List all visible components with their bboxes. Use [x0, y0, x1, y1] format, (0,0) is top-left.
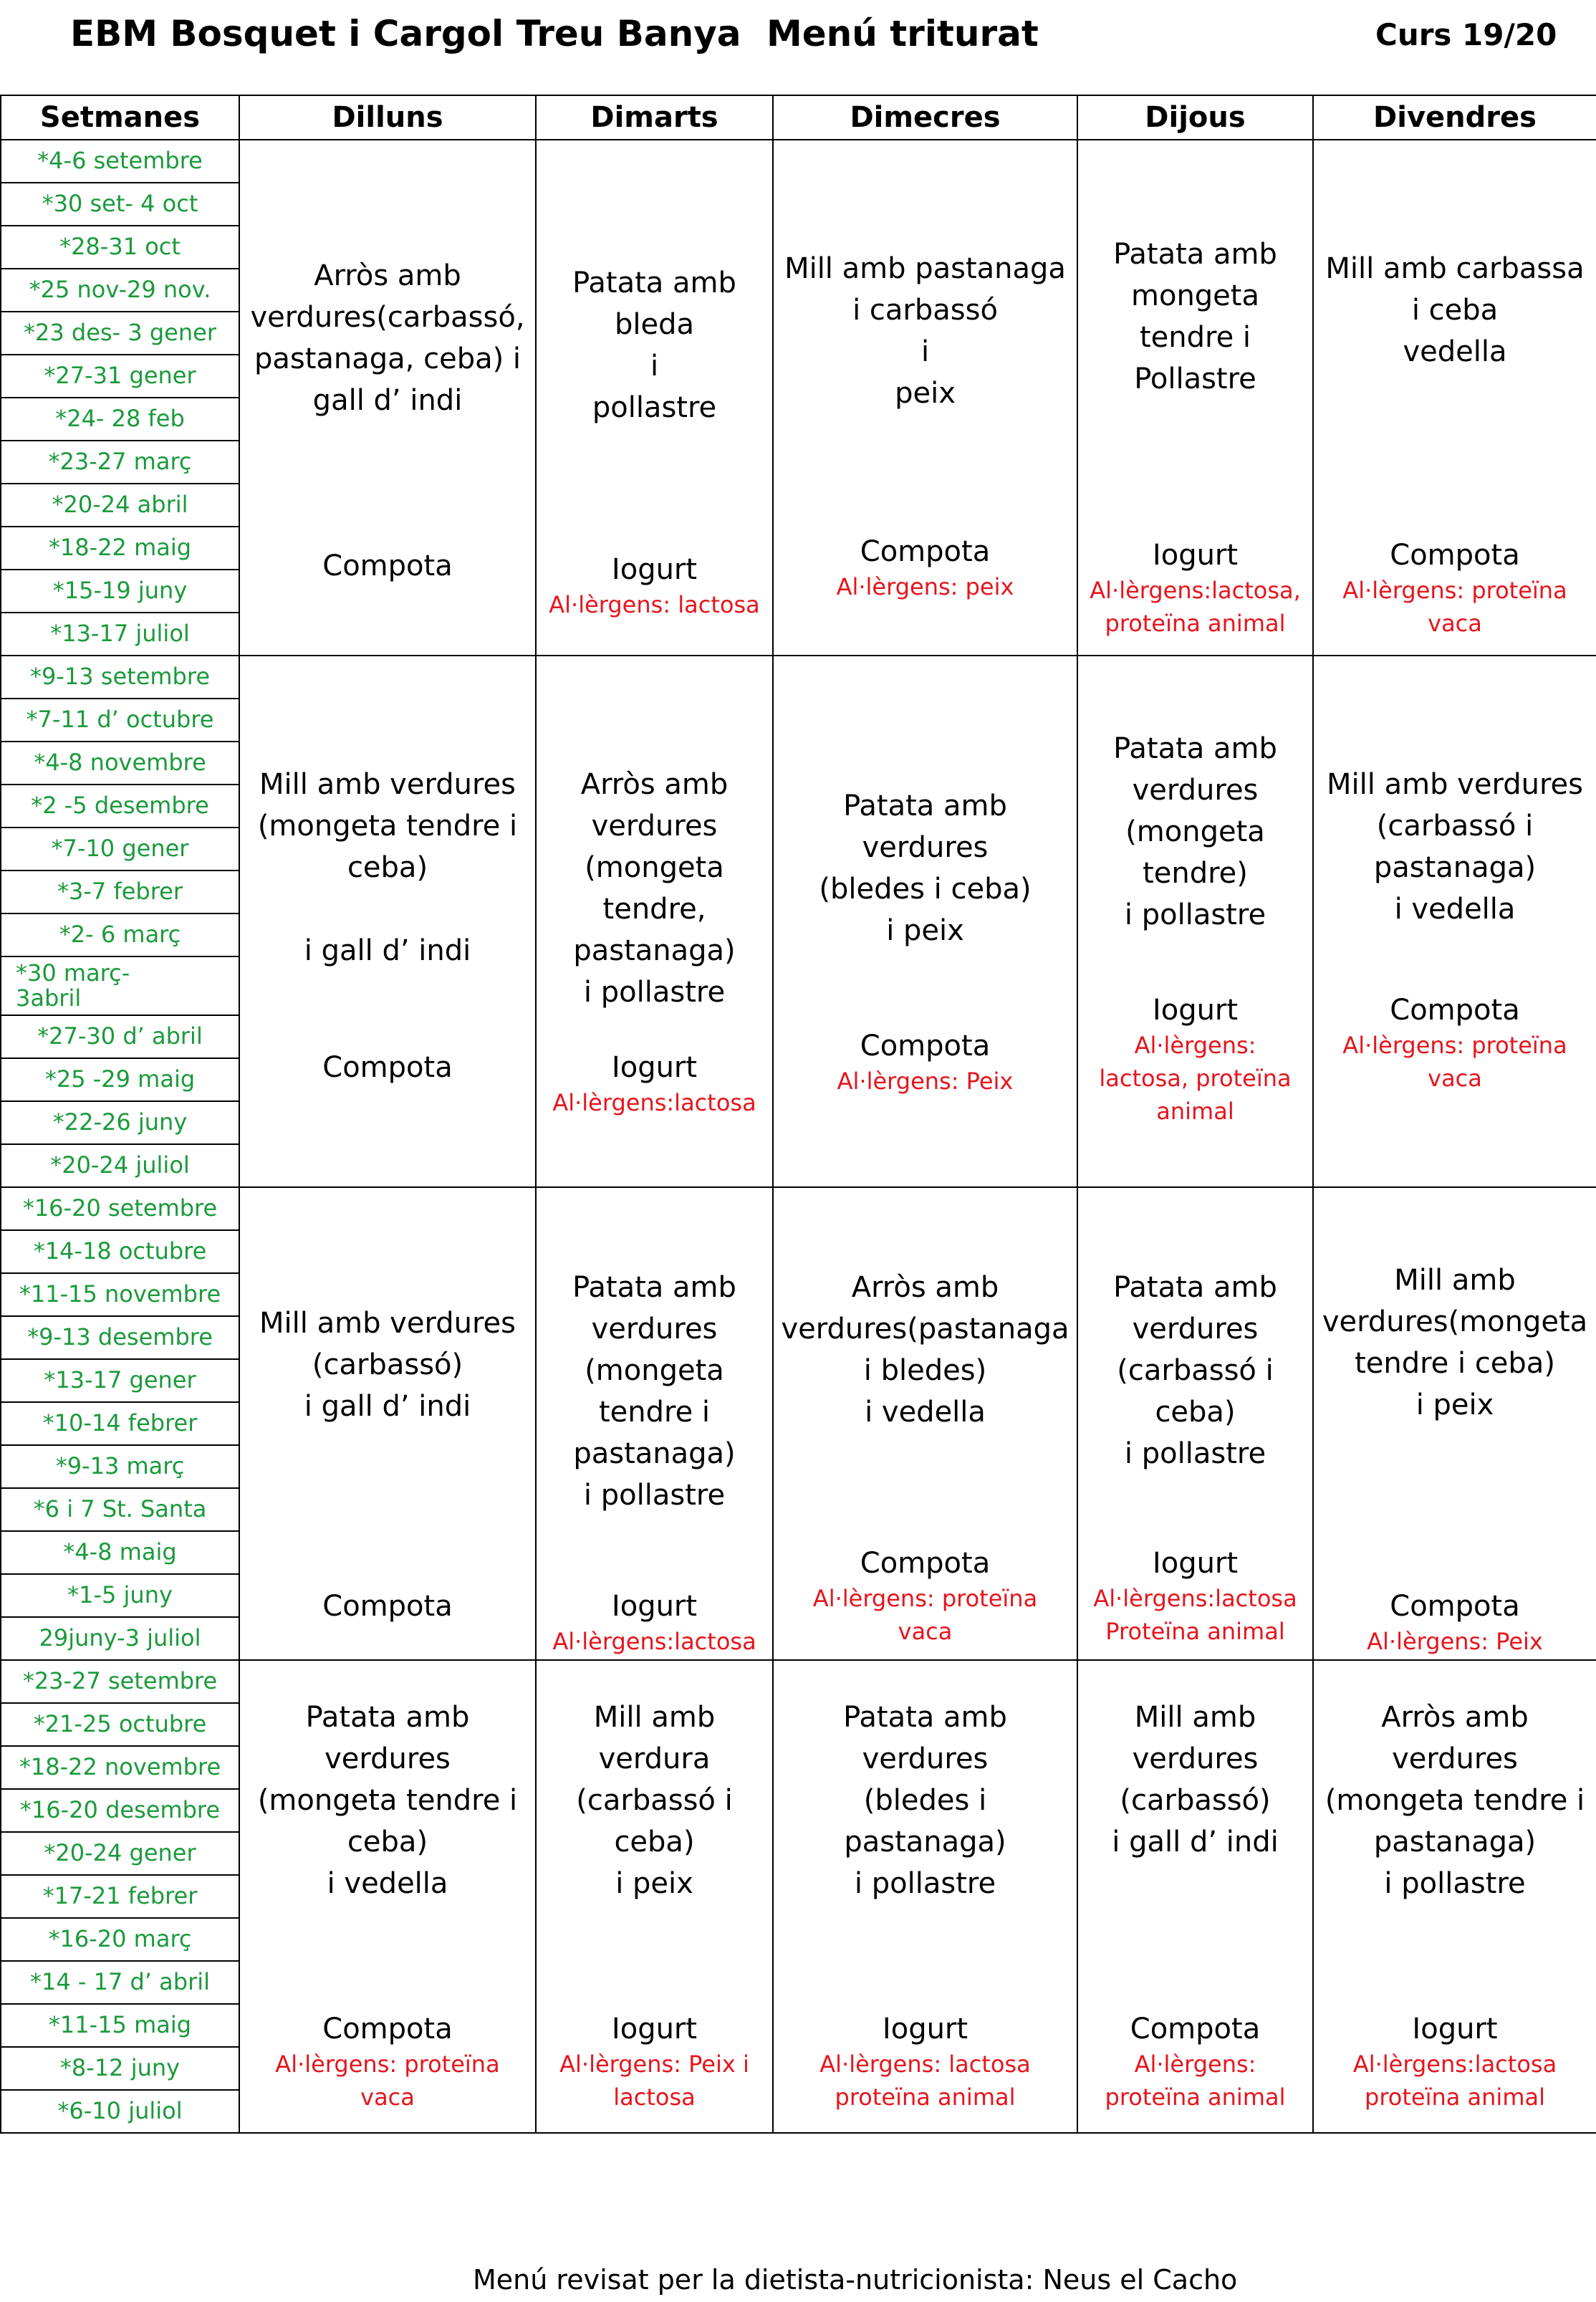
week-label: *18-22 novembre: [1, 1746, 239, 1789]
dish-text: Patata amb verdures (mongeta tendre i pastanaga) i pollastre: [572, 1271, 736, 1512]
dish-text: Patata amb verdures (bledes i ceba) i peix: [819, 790, 1032, 947]
allergen-text: Al·lèrgens: peix: [836, 573, 1014, 600]
week-row: [1, 140, 1596, 183]
menu-cell-thursday: [1077, 1187, 1313, 1660]
allergen-text: Al·lèrgens: proteïna vaca: [812, 1585, 1038, 1645]
menu-cell-thursday: [1077, 656, 1313, 1187]
col-wednesday: Dimecres: [773, 95, 1077, 140]
dish-text: Mill amb verdura (carbassó i ceba) i peix: [576, 1701, 733, 1900]
menu-cell-monday: [239, 1187, 536, 1660]
dessert-text: Compota: [1130, 2013, 1261, 2046]
week-label: *3-7 febrer: [1, 871, 239, 913]
week-row: [1, 656, 1596, 699]
col-friday: Divendres: [1313, 95, 1596, 140]
week-label: *23-27 març: [1, 441, 239, 484]
week-row: [1, 1187, 1596, 1230]
dessert-text: Compota: [1390, 1590, 1520, 1623]
dish-text: Mill amb pastanaga i carbassó i peix: [784, 252, 1066, 410]
week-label: *4-6 setembre: [1, 140, 239, 183]
menu-cell-wednesday: [773, 1660, 1077, 2133]
menu-cell-wednesday: [773, 140, 1077, 656]
week-label: *7-11 d’ octubre: [1, 699, 239, 742]
week-label: *27-31 gener: [1, 355, 239, 398]
dish-text: Patata amb verdures (mongeta tendre) i pollastre: [1113, 732, 1277, 931]
dessert-text: Compota: [1390, 994, 1520, 1027]
week-label: *7-10 gener: [1, 828, 239, 871]
week-label: *27-30 d’ abril: [1, 1015, 239, 1058]
menu-cell-wednesday: [773, 656, 1077, 1187]
course-label: Curs 19/20: [1375, 17, 1557, 52]
week-label: *20-24 abril: [1, 484, 239, 527]
week-label: *20-24 gener: [1, 1832, 239, 1875]
week-label: *14-18 octubre: [1, 1230, 239, 1273]
dessert-text: Compota: [322, 1590, 453, 1623]
dish-text: Patata amb verdures (bledes i pastanaga) i pollastre: [843, 1701, 1007, 1900]
dessert-text: Compota: [860, 1030, 991, 1063]
dessert-text: Iogurt: [611, 553, 698, 586]
col-weeks: Setmanes: [1, 95, 239, 140]
menu-cell-monday: [239, 1660, 536, 2133]
week-label: *6 i 7 St. Santa: [1, 1488, 239, 1531]
menu-title: Menú triturat: [766, 13, 1039, 54]
dessert-text: Iogurt: [611, 2013, 698, 2046]
menu-cell-thursday: [1077, 1660, 1313, 2133]
week-label: *17-21 febrer: [1, 1875, 239, 1918]
menu-cell-monday: [239, 656, 536, 1187]
menu-cell-wednesday: [773, 1187, 1077, 1660]
menu-cell-friday: [1313, 1660, 1596, 2133]
dessert-text: Iogurt: [882, 2013, 968, 2046]
allergen-text: Al·lèrgens: lactosa proteïna animal: [819, 2051, 1031, 2111]
allergen-text: Al·lèrgens: proteïna vaca: [275, 2051, 500, 2111]
week-label: *13-17 juliol: [1, 613, 239, 656]
week-label: *24- 28 feb: [1, 398, 239, 441]
col-monday: Dilluns: [239, 95, 536, 140]
week-label: *2 -5 desembre: [1, 785, 239, 828]
page-header: [0, 0, 1596, 79]
dish-text: Arròs amb verdures (mongeta tendre i pastanaga) i pollastre: [1325, 1701, 1585, 1900]
week-label: *15-19 juny: [1, 570, 239, 613]
dessert-text: Compota: [322, 550, 453, 582]
week-label: *20-24 juliol: [1, 1144, 239, 1187]
week-label: *11-15 maig: [1, 2004, 239, 2047]
week-label: *2- 6 març: [1, 913, 239, 956]
dessert-text: Compota: [860, 535, 991, 568]
menu-cell-tuesday: [536, 1187, 773, 1660]
dessert-text: Iogurt: [611, 1051, 698, 1084]
dish-text: Arròs amb verdures (mongeta tendre, pastanaga) i pollastre: [573, 768, 736, 1009]
week-label: *28-31 oct: [1, 226, 239, 269]
allergen-text: Al·lèrgens:lactosa proteïna animal: [1352, 2051, 1557, 2111]
dish-text: Patata amb bleda i pollastre: [572, 267, 736, 424]
dish-text: Mill amb verdures(mongeta tendre i ceba) i peix: [1322, 1264, 1588, 1421]
dessert-text: Iogurt: [1152, 994, 1239, 1027]
menu-cell-tuesday: [536, 140, 773, 656]
dish-text: Mill amb verdures (carbassó) i gall d’ indi: [259, 1307, 516, 1423]
menu-cell-friday: [1313, 656, 1596, 1187]
dessert-text: Iogurt: [611, 1590, 698, 1623]
dessert-text: Iogurt: [1152, 1547, 1239, 1580]
week-label: *4-8 maig: [1, 1531, 239, 1574]
dish-text: Patata amb verdures (mongeta tendre i ceba) i vedella: [257, 1701, 518, 1900]
allergen-text: Al·lèrgens: Peix: [1367, 1628, 1543, 1655]
allergen-text: Al·lèrgens: lactosa, proteïna animal: [1099, 1032, 1292, 1125]
week-label: 29juny-3 juliol: [1, 1617, 239, 1660]
week-row: [1, 1660, 1596, 1703]
menu-cell-tuesday: [536, 1660, 773, 2133]
week-label: *1-5 juny: [1, 1574, 239, 1617]
allergen-text: Al·lèrgens:lactosa: [552, 1089, 756, 1116]
school-name: EBM Bosquet i Cargol Treu Banya: [70, 13, 741, 54]
menu-table: [0, 95, 1596, 2134]
week-label: *30 set- 4 oct: [1, 183, 239, 226]
dessert-text: Compota: [322, 2013, 453, 2046]
week-label: *23 des- 3 gener: [1, 312, 239, 355]
footer-note: Menú revisat per la dietista-nutricionista: Neus el Cacho: [473, 2264, 1238, 2296]
week-label: *9-13 març: [1, 1445, 239, 1488]
week-label: *16-20 setembre: [1, 1187, 239, 1230]
dish-text: Mill amb verdures (carbassó) i gall d’ indi: [1112, 1701, 1279, 1859]
dish-text: Mill amb verdures (mongeta tendre i ceba) i gall d’ indi: [257, 768, 518, 967]
allergen-text: Al·lèrgens: proteïna vaca: [1342, 577, 1567, 637]
dish-text: Mill amb verdures (carbassó i pastanaga) i vedella: [1327, 768, 1583, 926]
menu-cell-thursday: [1077, 140, 1313, 656]
week-label: *25 -29 maig: [1, 1058, 239, 1101]
week-label: *9-13 setembre: [1, 656, 239, 699]
week-label: *21-25 octubre: [1, 1703, 239, 1746]
menu-cell-friday: [1313, 1187, 1596, 1660]
dessert-text: Compota: [860, 1547, 991, 1580]
week-label: *30 març- 3abril: [1, 956, 239, 1015]
dish-text: Arròs amb verdures(pastanaga i bledes) i vedella: [781, 1271, 1069, 1429]
dish-text: Mill amb carbassa i ceba vedella: [1325, 252, 1585, 368]
dessert-text: Iogurt: [1412, 2013, 1498, 2046]
allergen-text: Al·lèrgens: Peix i lactosa: [559, 2051, 749, 2111]
week-label: *18-22 maig: [1, 527, 239, 570]
dessert-text: Compota: [322, 1051, 453, 1084]
col-thursday: Dijous: [1077, 95, 1313, 140]
allergen-text: Al·lèrgens:lactosa Proteïna animal: [1093, 1585, 1297, 1645]
allergen-text: Al·lèrgens: proteïna animal: [1105, 2051, 1286, 2111]
week-label: *23-27 setembre: [1, 1660, 239, 1703]
week-label: *9-13 desembre: [1, 1316, 239, 1359]
menu-cell-tuesday: [536, 656, 773, 1187]
week-label: *8-12 juny: [1, 2047, 239, 2090]
week-label: *22-26 juny: [1, 1101, 239, 1144]
week-label: *13-17 gener: [1, 1359, 239, 1402]
allergen-text: Al·lèrgens: lactosa: [549, 591, 760, 618]
header-row: [1, 95, 1596, 140]
week-label: *16-20 març: [1, 1918, 239, 1961]
week-label: *16-20 desembre: [1, 1789, 239, 1832]
menu-cell-monday: [239, 140, 536, 656]
week-label: *6-10 juliol: [1, 2090, 239, 2133]
allergen-text: Al·lèrgens: proteïna vaca: [1342, 1032, 1567, 1092]
week-label: *25 nov-29 nov.: [1, 269, 239, 312]
allergen-text: Al·lèrgens: Peix: [837, 1068, 1014, 1095]
week-label: *4-8 novembre: [1, 742, 239, 785]
menu-cell-friday: [1313, 140, 1596, 656]
dish-text: Patata amb verdures (carbassó i ceba) i pollastre: [1113, 1271, 1277, 1470]
dish-text: Arròs amb verdures(carbassó, pastanaga, ceba) i gall d’ indi: [250, 259, 525, 417]
dish-text: Patata amb mongeta tendre i Pollastre: [1113, 238, 1277, 395]
col-tuesday: Dimarts: [536, 95, 773, 140]
allergen-text: Al·lèrgens:lactosa: [552, 1628, 756, 1655]
week-label: *11-15 novembre: [1, 1273, 239, 1316]
week-label: *14 - 17 d’ abril: [1, 1961, 239, 2004]
dessert-text: Compota: [1390, 539, 1520, 572]
allergen-text: Al·lèrgens:lactosa, proteïna animal: [1090, 577, 1301, 637]
dessert-text: Iogurt: [1152, 539, 1239, 572]
week-label: *10-14 febrer: [1, 1402, 239, 1445]
